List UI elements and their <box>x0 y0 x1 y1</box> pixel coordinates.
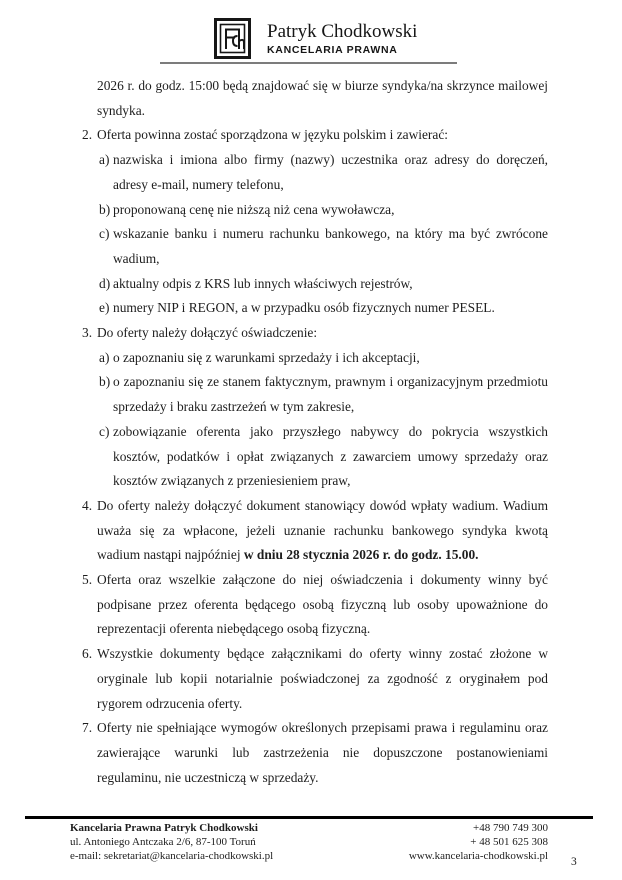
subitem-text: o zapoznaniu się z warunkami sprzedaży i ich akceptacji, <box>113 349 420 365</box>
item-text-normal: Do oferty należy dołączyć dokument stanowiący dowód wpłaty wadium. Wadium uważa się za wpłacone, jeżeli uznanie rachunku bankowego syndyka kwotą wadium nastąpi najpóźniej <box>97 497 548 563</box>
list-item-6 <box>82 642 548 716</box>
item-number: 4. <box>82 497 93 513</box>
subitem-letter: c) <box>99 226 110 242</box>
item-text: Oferta oraz wszelkie załączone do niej oświadczenia i dokumenty winny być podpisane przez oferenta będącego osobą fizyczną lub osoby upoważnione do reprezentacji oferenta niebędącego osobą fizyczną. <box>97 572 548 637</box>
header-divider <box>160 62 457 64</box>
page-number: 3 <box>571 856 577 868</box>
subitem-letter: b) <box>99 374 111 390</box>
letterhead-text <box>267 21 417 56</box>
firm-name: Patryk Chodkowski <box>267 21 418 42</box>
item-text: Oferty nie spełniające wymogów określonych przepisami prawa i regulaminu oraz zawierające warunki lub zastrzeżenia nie dopuszczone postanowieniami regulaminu, nie uczestniczą w sprzedaży. <box>97 720 548 785</box>
subitem-letter: a) <box>99 349 110 365</box>
list-item-4 <box>82 494 548 568</box>
item-number: 2. <box>82 127 93 143</box>
list-item-3 <box>82 321 548 346</box>
subitem-letter: a) <box>99 152 110 168</box>
subitem-text: proponowaną cenę nie niższą niż cena wywoławcza, <box>113 201 395 217</box>
list-subitem-2e <box>99 296 548 321</box>
item-text-bold-deadline: w dniu 28 stycznia 2026 r. do godz. 15.00. <box>243 547 479 563</box>
item-number: 5. <box>82 572 93 588</box>
footer-firm-name: Kancelaria Prawna Patryk Chodkowski <box>70 822 258 834</box>
document-body <box>82 74 548 790</box>
item-text: Oferta powinna zostać sporządzona w języku polskim i zawierać: <box>97 127 448 143</box>
footer-left-column <box>70 822 273 863</box>
footer <box>70 822 548 863</box>
item-text: Wszystkie dokumenty będące załącznikami do oferty winny zostać złożone w oryginale lub kopii notarialnie poświadczonej za zgodność z oryginałem pod rygorem odrzucenia oferty. <box>97 646 548 711</box>
subitem-text: numery NIP i REGON, a w przypadku osób fizycznych numer PESEL. <box>113 300 495 316</box>
subitem-text: zobowiązanie oferenta jako przyszłego nabywcy do pokrycia wszystkich kosztów, podatków i opłat związanych z zawarciem umowy sprzedaży oraz kosztów związanych z przeniesieniem praw, <box>113 423 548 489</box>
subitem-text: wskazanie banku i numeru rachunku bankowego, na który ma być zwrócone wadium, <box>113 226 548 266</box>
subitem-text: o zapoznaniu się ze stanem faktycznym, prawnym i organizacyjnym przedmiotu sprzedaży i braku zastrzeżeń w tym zakresie, <box>113 374 548 415</box>
footer-phone-2: + 48 501 625 308 <box>470 835 548 848</box>
list-subitem-3c <box>99 420 548 494</box>
subitem-text: aktualny odpis z KRS lub innych właściwych rejestrów, <box>113 275 413 291</box>
list-subitem-2a <box>99 148 548 197</box>
subitem-text: nazwiska i imiona albo firmy (nazwy) uczestnika oraz adresy do doręczeń, adresy e-mail, numery telefonu, <box>113 152 548 192</box>
subitem-letter: c) <box>99 423 110 439</box>
footer-website: www.kancelaria-chodkowski.pl <box>408 849 548 862</box>
list-subitem-2d <box>99 272 548 297</box>
list-subitem-2c <box>99 222 548 271</box>
list-subitem-2b <box>99 198 548 223</box>
footer-divider <box>25 816 593 819</box>
subitem-letter: e) <box>99 300 110 316</box>
letterhead <box>214 18 417 59</box>
list-item-5 <box>82 568 548 642</box>
list-item-2 <box>82 123 548 148</box>
list-item-7 <box>82 716 548 790</box>
footer-email: e-mail: sekretariat@kancelaria-chodkowski.pl <box>70 849 274 862</box>
firm-subtitle: KANCELARIA PRAWNA <box>267 44 398 56</box>
subitem-letter: d) <box>99 275 111 291</box>
footer-phone-1: +48 790 749 300 <box>473 822 548 834</box>
subitem-letter: b) <box>99 201 111 217</box>
list-subitem-3a <box>99 346 548 371</box>
footer-address: ul. Antoniego Antczaka 2/6, 87-100 Toruń <box>70 835 256 848</box>
item-number: 7. <box>82 720 93 736</box>
paragraph-continuation: 2026 r. do godz. 15:00 będą znajdować się w biurze syndyka/na skrzynce mailowej syndyka. <box>97 78 548 118</box>
item-text: Do oferty należy dołączyć oświadczenie: <box>97 325 318 341</box>
list-subitem-3b <box>99 370 548 419</box>
item-number: 3. <box>82 325 93 341</box>
firm-logo-icon <box>214 18 251 59</box>
item-number: 6. <box>82 646 93 662</box>
footer-right-column <box>409 822 548 863</box>
item-text <box>97 494 548 568</box>
